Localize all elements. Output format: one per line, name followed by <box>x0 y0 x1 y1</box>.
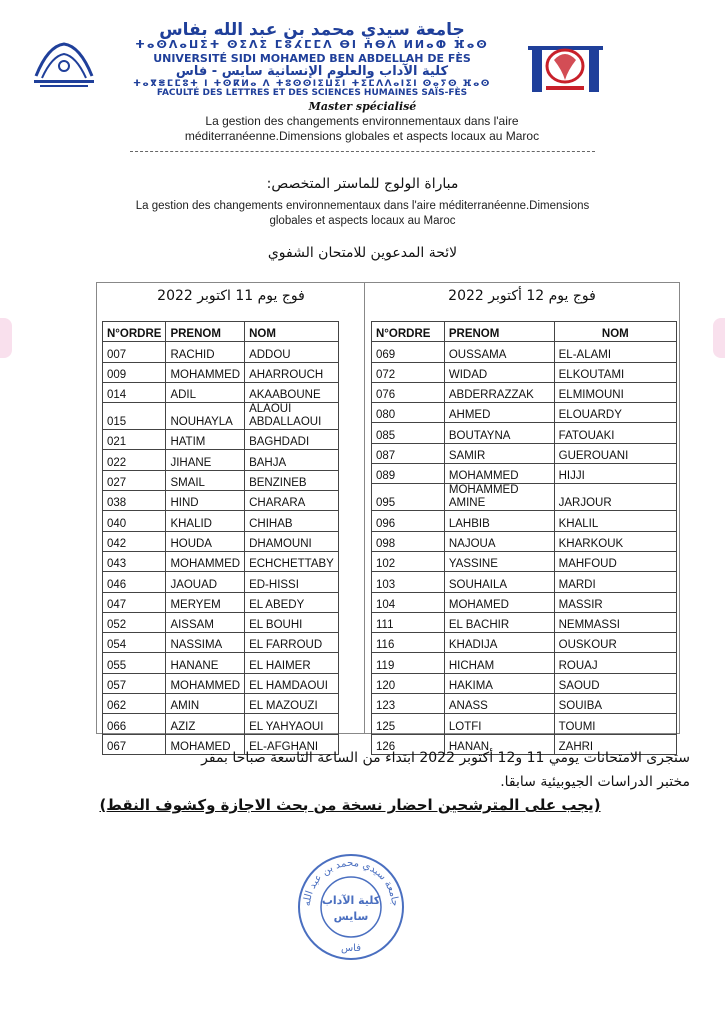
cell-order: 111 <box>372 612 445 632</box>
table-row <box>372 694 677 714</box>
cell-prenom: MOHAMMED AMINE <box>444 484 554 511</box>
table-row <box>372 511 677 531</box>
cell-prenom: BOUTAYNA <box>444 423 554 443</box>
cell-prenom: HATIM <box>166 430 245 450</box>
table-header-row <box>103 322 339 342</box>
table-row <box>372 382 677 402</box>
cell-order: 076 <box>372 382 445 402</box>
table-row <box>372 633 677 653</box>
header-prenom: PRENOM <box>444 322 554 342</box>
table-row <box>372 531 677 551</box>
cell-prenom: KHALID <box>166 511 245 531</box>
cell-nom: EL YAHYAOUI <box>245 714 339 734</box>
cell-order: 057 <box>103 673 166 693</box>
faculty-name-french: FACULTÉ DES LETTRES ET DES SCIENCES HUMAINES SAÏS-FÈS <box>156 88 468 98</box>
table-row <box>372 443 677 463</box>
cell-nom: DHAMOUNI <box>245 531 339 551</box>
cell-nom: BAHJA <box>245 450 339 470</box>
cell-order: 027 <box>103 470 166 490</box>
table-row <box>103 511 339 531</box>
cell-nom: ZAHRI <box>554 734 676 754</box>
cell-order: 015 <box>103 403 166 430</box>
cell-nom: CHIHAB <box>245 511 339 531</box>
cell-nom: AHARROUCH <box>245 362 339 382</box>
table-row <box>103 612 339 632</box>
stamp-center-line1: كلية الآداب <box>321 894 381 907</box>
university-name-arabic: جامعة سيدي محمد بن عبد الله بفاس <box>159 20 465 40</box>
cell-nom: SAOUD <box>554 673 676 693</box>
cell-prenom: MOHAMED <box>166 734 245 754</box>
table-row <box>103 362 339 382</box>
cell-prenom: AZIZ <box>166 714 245 734</box>
cell-order: 009 <box>103 362 166 382</box>
candidates-table-oct-11 <box>102 321 339 755</box>
cell-prenom: NASSIMA <box>166 633 245 653</box>
faculty-stamp <box>296 852 406 962</box>
cell-nom: ECHCHETTABY <box>245 551 339 571</box>
header-nom: NOM <box>554 322 676 342</box>
cell-order: 067 <box>103 734 166 754</box>
cell-prenom: NAJOUA <box>444 531 554 551</box>
table-row <box>372 464 677 484</box>
cell-prenom: HANAN <box>444 734 554 754</box>
cell-nom: EL-AFGHANI <box>245 734 339 754</box>
table-row <box>103 382 339 402</box>
table-row <box>103 430 339 450</box>
cell-order: 103 <box>372 572 445 592</box>
cell-order: 040 <box>103 511 166 531</box>
cell-prenom: ABDERRAZZAK <box>444 382 554 402</box>
cell-nom: BENZINEB <box>245 470 339 490</box>
master-title <box>112 114 612 144</box>
cell-nom: TOUMI <box>554 714 676 734</box>
table-row <box>372 484 677 511</box>
cell-order: 038 <box>103 491 166 511</box>
cell-prenom: JIHANE <box>166 450 245 470</box>
table-row <box>103 633 339 653</box>
contest-title-french-line2: globales et aspects locaux au Maroc <box>269 215 456 227</box>
cell-nom: MAHFOUD <box>554 551 676 571</box>
cell-order: 123 <box>372 694 445 714</box>
table-row <box>372 403 677 423</box>
cell-prenom: AHMED <box>444 403 554 423</box>
cell-nom: JARJOUR <box>554 484 676 511</box>
cell-nom: HIJJI <box>554 464 676 484</box>
header-prenom: PRENOM <box>166 322 245 342</box>
cell-order: 102 <box>372 551 445 571</box>
table-row <box>103 491 339 511</box>
cell-prenom: HIND <box>166 491 245 511</box>
cell-prenom: AISSAM <box>166 612 245 632</box>
stamp-center-line2: سايس <box>333 910 369 923</box>
table-row <box>103 342 339 362</box>
master-title-line1: La gestion des changements environnementaux dans l'aire <box>205 114 519 128</box>
cell-prenom: SOUHAILA <box>444 572 554 592</box>
cell-nom: GUEROUANI <box>554 443 676 463</box>
cell-order: 087 <box>372 443 445 463</box>
table-row <box>103 714 339 734</box>
cell-order: 098 <box>372 531 445 551</box>
table-row <box>372 612 677 632</box>
exam-schedule-line1: ستجرى الامتحانات يومي 11 و12 أكتوبر 2022 ابتداء من الساعة التاسعة صباحا بمقر <box>201 750 690 766</box>
cell-prenom: LOTFI <box>444 714 554 734</box>
table-row <box>372 342 677 362</box>
cell-nom: MARDI <box>554 572 676 592</box>
cell-prenom: WIDAD <box>444 362 554 382</box>
group-title-oct-11: فوج يوم 11 اكتوبر 2022 <box>157 288 305 304</box>
cell-prenom: MOHAMMED <box>166 362 245 382</box>
table-row <box>103 531 339 551</box>
cell-order: 043 <box>103 551 166 571</box>
cell-prenom: EL BACHIR <box>444 612 554 632</box>
group-title-oct-12: فوج يوم 12 أكتوبر 2022 <box>448 288 596 304</box>
cell-order: 120 <box>372 673 445 693</box>
list-title-arabic: لائحة المدعوين للامتحان الشفوي <box>267 245 458 261</box>
cell-nom: ED-HISSI <box>245 572 339 592</box>
cell-nom: KHARKOUK <box>554 531 676 551</box>
cell-prenom: JAOUAD <box>166 572 245 592</box>
cell-nom: EL MAZOUZI <box>245 694 339 714</box>
cell-order: 096 <box>372 511 445 531</box>
cell-order: 022 <box>103 450 166 470</box>
university-logo <box>28 36 100 94</box>
stamp-ring-text: جامعة سيدي محمد بن عبد الله <box>301 857 401 907</box>
master-title-line2: méditerranéenne.Dimensions globales et aspects locaux au Maroc <box>184 129 540 143</box>
header-divider <box>130 151 595 152</box>
cell-prenom: HAKIMA <box>444 673 554 693</box>
candidates-table-oct-12 <box>371 321 677 755</box>
cell-prenom: OUSSAMA <box>444 342 554 362</box>
cell-nom: ELKOUTAMI <box>554 362 676 382</box>
table-row <box>103 653 339 673</box>
university-name-french: UNIVERSITÉ SIDI MOHAMED BEN ABDELLAH DE FÈS <box>153 52 471 65</box>
table-row <box>103 572 339 592</box>
table-row <box>103 592 339 612</box>
table-body-oct-12 <box>372 342 677 755</box>
groups-divider <box>364 282 365 734</box>
table-body-oct-11 <box>103 342 339 755</box>
cell-order: 042 <box>103 531 166 551</box>
cell-prenom: MERYEM <box>166 592 245 612</box>
table-row <box>103 450 339 470</box>
cell-nom: SOUIBA <box>554 694 676 714</box>
document-requirement-note: (يجب على المترشحين احضار نسخة من بحث الاجازة وكشوف النقط) <box>99 796 601 814</box>
cell-nom: AKAABOUNE <box>245 382 339 402</box>
cell-nom: EL HAIMER <box>245 653 339 673</box>
cell-prenom: HOUDA <box>166 531 245 551</box>
cell-order: 054 <box>103 633 166 653</box>
cell-order: 095 <box>372 484 445 511</box>
cell-nom: OUSKOUR <box>554 633 676 653</box>
cell-order: 080 <box>372 403 445 423</box>
cell-order: 014 <box>103 382 166 402</box>
table-row <box>372 551 677 571</box>
header-order: N°ORDRE <box>372 322 445 342</box>
cell-order: 072 <box>372 362 445 382</box>
stamp-bottom-text: فاس <box>340 943 362 954</box>
cell-order: 021 <box>103 430 166 450</box>
table-row <box>372 714 677 734</box>
cell-prenom: ANASS <box>444 694 554 714</box>
cell-order: 125 <box>372 714 445 734</box>
cell-nom: MASSIR <box>554 592 676 612</box>
cell-nom: EL-ALAMI <box>554 342 676 362</box>
cell-order: 066 <box>103 714 166 734</box>
cell-order: 007 <box>103 342 166 362</box>
cell-prenom: KHADIJA <box>444 633 554 653</box>
cell-prenom: MOHAMMED <box>166 551 245 571</box>
cell-order: 047 <box>103 592 166 612</box>
cell-prenom: YASSINE <box>444 551 554 571</box>
cell-prenom: MOHAMMED <box>166 673 245 693</box>
cell-prenom: HANANE <box>166 653 245 673</box>
exam-schedule-note <box>90 746 690 794</box>
master-label: Master spécialisé <box>308 100 417 113</box>
cell-order: 062 <box>103 694 166 714</box>
cell-order: 089 <box>372 464 445 484</box>
cell-prenom: RACHID <box>166 342 245 362</box>
cell-order: 085 <box>372 423 445 443</box>
header-order: N°ORDRE <box>103 322 166 342</box>
table-row <box>372 362 677 382</box>
table-row <box>372 653 677 673</box>
cell-nom: NEMMASSI <box>554 612 676 632</box>
cell-nom: KHALIL <box>554 511 676 531</box>
cell-prenom: MOHAMED <box>444 592 554 612</box>
table-row <box>103 403 339 430</box>
faculty-name-tifinagh: ⵜⴰⴳⴻⵎⵎⵓⵜ ⵏ ⵜⵙⴽⵍⴰ ⴷ ⵜⵓⵙⵙⵏⵉⵡⵉⵏ ⵜⵉⵎⴷⴷⴰⵏⵉⵏ ⵙⴰⵢⵙ ⴼⴰⵙ <box>133 79 491 89</box>
table-header-row <box>372 322 677 342</box>
cell-nom: ALAOUI ABDALLAOUI <box>245 403 339 430</box>
cell-nom: CHARARA <box>245 491 339 511</box>
cell-order: 055 <box>103 653 166 673</box>
cell-nom: EL HAMDAOUI <box>245 673 339 693</box>
cell-prenom: LAHBIB <box>444 511 554 531</box>
cell-nom: ELMIMOUNI <box>554 382 676 402</box>
cell-prenom: AMIN <box>166 694 245 714</box>
cell-order: 126 <box>372 734 445 754</box>
faculty-logo <box>528 40 603 98</box>
scan-mark-left <box>0 318 12 358</box>
cell-prenom: MOHAMMED <box>444 464 554 484</box>
table-row <box>103 551 339 571</box>
cell-order: 119 <box>372 653 445 673</box>
table-row <box>372 572 677 592</box>
table-row <box>103 673 339 693</box>
scan-mark-right <box>713 318 725 358</box>
cell-nom: EL ABEDY <box>245 592 339 612</box>
table-row <box>372 423 677 443</box>
header-nom: NOM <box>245 322 339 342</box>
cell-nom: EL FARROUD <box>245 633 339 653</box>
contest-title-arabic: مباراة الولوج للماستر المتخصص: <box>266 176 459 192</box>
cell-prenom: ADIL <box>166 382 245 402</box>
cell-nom: ADDOU <box>245 342 339 362</box>
table-row <box>103 470 339 490</box>
cell-order: 046 <box>103 572 166 592</box>
table-row <box>103 694 339 714</box>
cell-prenom: SMAIL <box>166 470 245 490</box>
cell-order: 116 <box>372 633 445 653</box>
faculty-name-arabic: كلية الآداب والعلوم الإنسانية سايس - فاس <box>175 64 449 79</box>
cell-order: 052 <box>103 612 166 632</box>
cell-prenom: HICHAM <box>444 653 554 673</box>
cell-nom: ROUAJ <box>554 653 676 673</box>
cell-nom: FATOUAKI <box>554 423 676 443</box>
cell-prenom: NOUHAYLA <box>166 403 245 430</box>
cell-prenom: SAMIR <box>444 443 554 463</box>
table-row <box>372 673 677 693</box>
contest-title-french <box>120 199 605 229</box>
cell-order: 069 <box>372 342 445 362</box>
table-row <box>372 592 677 612</box>
cell-nom: ELOUARDY <box>554 403 676 423</box>
exam-schedule-line2: مختبر الدراسات الجيوبيئية سابقا. <box>500 774 690 790</box>
contest-title-french-line1: La gestion des changements environnementaux dans l'aire méditerranéenne.Dimensions <box>135 200 590 212</box>
cell-nom: EL BOUHI <box>245 612 339 632</box>
cell-order: 104 <box>372 592 445 612</box>
university-name-tifinagh: ⵜⴰⵙⴷⴰⵡⵉⵜ ⵙⵉⴷⵉ ⵎⵓⵃⵎⵎⴷ ⴱⵏ ⵄⴱⴷ ⵍⵍⴰⵀ ⴼⴰⵙ <box>135 38 489 51</box>
cell-nom: BAGHDADI <box>245 430 339 450</box>
